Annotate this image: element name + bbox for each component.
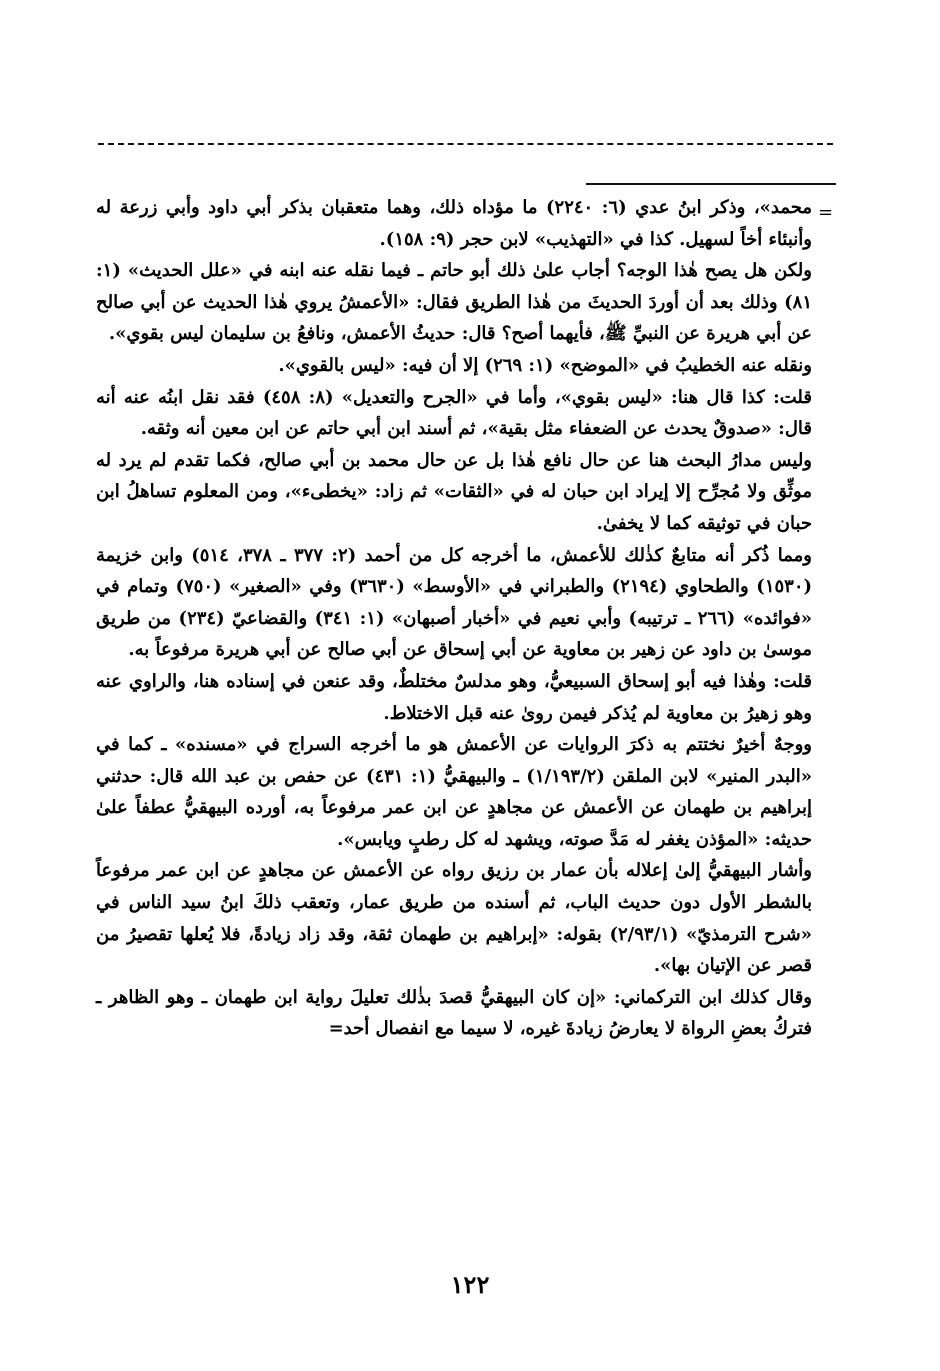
footnote-text [96,192,812,1045]
paragraph: ونقله عنه الخطيبُ في «الموضح» (١: ٢٦٩) إلا أن فيه: «ليس بالقوي». [278,354,812,376]
footnote-separator-rule [586,183,836,185]
page-number: ١٢٢ [450,1270,490,1299]
paragraph: ولكن هل يصح هٰذا الوجه؟ أجاب علىٰ ذلك أبو حاتم ـ فيما نقله عنه ابنه في «علل الحديث» (١: ٨١) وذلك بعد أن أوردَ الحديثَ من هٰذا الطريق فقال: «الأعمشُ يروي هٰذا الحديث عن أبي صالح عن أبي هريرة عن النبيِّ ﷺ، فأيهما أصح؟ قال: حديثُ الأعمش، ونافعُ بن سليمان ليس بقوي». [96,260,812,345]
paragraph: ووجهٌ أخيرٌ نختتم به ذكرَ الروايات عن الأعمش هو ما أخرجه السراج في «مسنده» ـ كما في «البدر المنير» لابن الملقن (١/١٩٣/٢) ـ والبيهقيُّ (١: ٤٣١) عن حفص بن عبد الله قال: حدثني إبراهيم بن طهمان عن الأعمش عن مجاهدٍ عن ابن عمر مرفوعاً به، أورده البيهقيُّ عطفاً علىٰ حديثه: «المؤذن يغفر له مَدَّ صوته، ويشهد له كل رطبٍ ويابس». [96,734,812,850]
paragraph: محمد»، وذكر ابنُ عدي (٦: ٢٢٤٠) ما مؤداه ذلك، وهما متعقبان بذكر أبي داود وأبي زرعة له وأنبئاء أخاً لسهيل. كذا في «التهذيب» لابن حجر (٩: ١٥٨). [96,197,813,250]
paragraph: قلت: كذا قال هنا: «ليس بقوي»، وأما في «الجرح والتعديل» (٨: ٤٥٨) فقد نقل ابنُه عنه أنه قال: «صدوقٌ يحدث عن الضعفاء مثل بقية»، ثم أسند ابن أبي حاتم عن ابن معين أنه وثقه. [96,386,812,440]
paragraph: وقال كذلك ابن التركماني: «إن كان البيهقيُّ قصدَ بذٰلك تعليلَ رواية ابن طهمان ـ وهو الظاهر ـ فتركُ بعضِ الرواة لا يعارضُ زيادةَ غيره، لا سيما مع انفصال أحد= [96,986,812,1040]
paragraph: وليس مدارُ البحث هنا عن حال نافع هٰذا بل عن حال محمد بن أبي صالح، فكما تقدم لم يرد له موثِّق ولا مُجرِّح إلا إيراد ابن حبان له في «الثقات» ثم زاد: «يخطىء»، ومن المعلوم تساهلُ ابن حبان في توثيقه كما لا يخفىٰ. [96,449,812,534]
continuation-mark: = [818,202,834,223]
paragraph: قلت: وهٰذا فيه أبو إسحاق السبيعيُّ، وهو مدلسٌ مختلطٌ، وقد عنعن في إسناده هنا، والراوي عنه وهو زهيرُ بن معاوية لم يُذكر فيمن روىٰ عنه قبل الاختلاط. [96,670,813,724]
paragraph: وأشار البيهقيُّ إلىٰ إعلاله بأن عمار بن رزيق رواه عن الأعمش عن مجاهدٍ عن ابن عمر مرفوعاً بالشطر الأول دون حديث الباب، ثم أسنده من طريق عمار، وتعقب ذلكَ ابنُ سيد الناس في «شرح الترمذيّ» (٢/٩٣/١) بقوله: «إبراهيم بن طهمان ثقة، وقد زاد زيادةً، فلا يُعلها تقصيرُ من قصر عن الإتيان بها». [96,860,812,977]
header-dashed-rule [98,143,833,145]
paragraph: ومما ذُكر أنه متابعٌ كذٰلك للأعمش، ما أخرجه كل من أحمد (٢: ٣٧٧ ـ ٣٧٨، ٥١٤) وابن خزيمة (١٥٣٠) والطحاوي (٢١٩٤) والطبراني في «الأوسط» (٣٦٣٠) وفي «الصغير» (٧٥٠) وتمام في «فوائده» (٢٦٦ ـ ترتيبه) وأبي نعيم في «أخبار أصبهان» (١: ٣٤١) والقضاعيّ (٢٣٤) من طريق موسىٰ بن داود عن زهير بن معاوية عن أبي إسحاق عن أبي صالح عن أبي هريرة مرفوعاً به. [96,544,813,661]
